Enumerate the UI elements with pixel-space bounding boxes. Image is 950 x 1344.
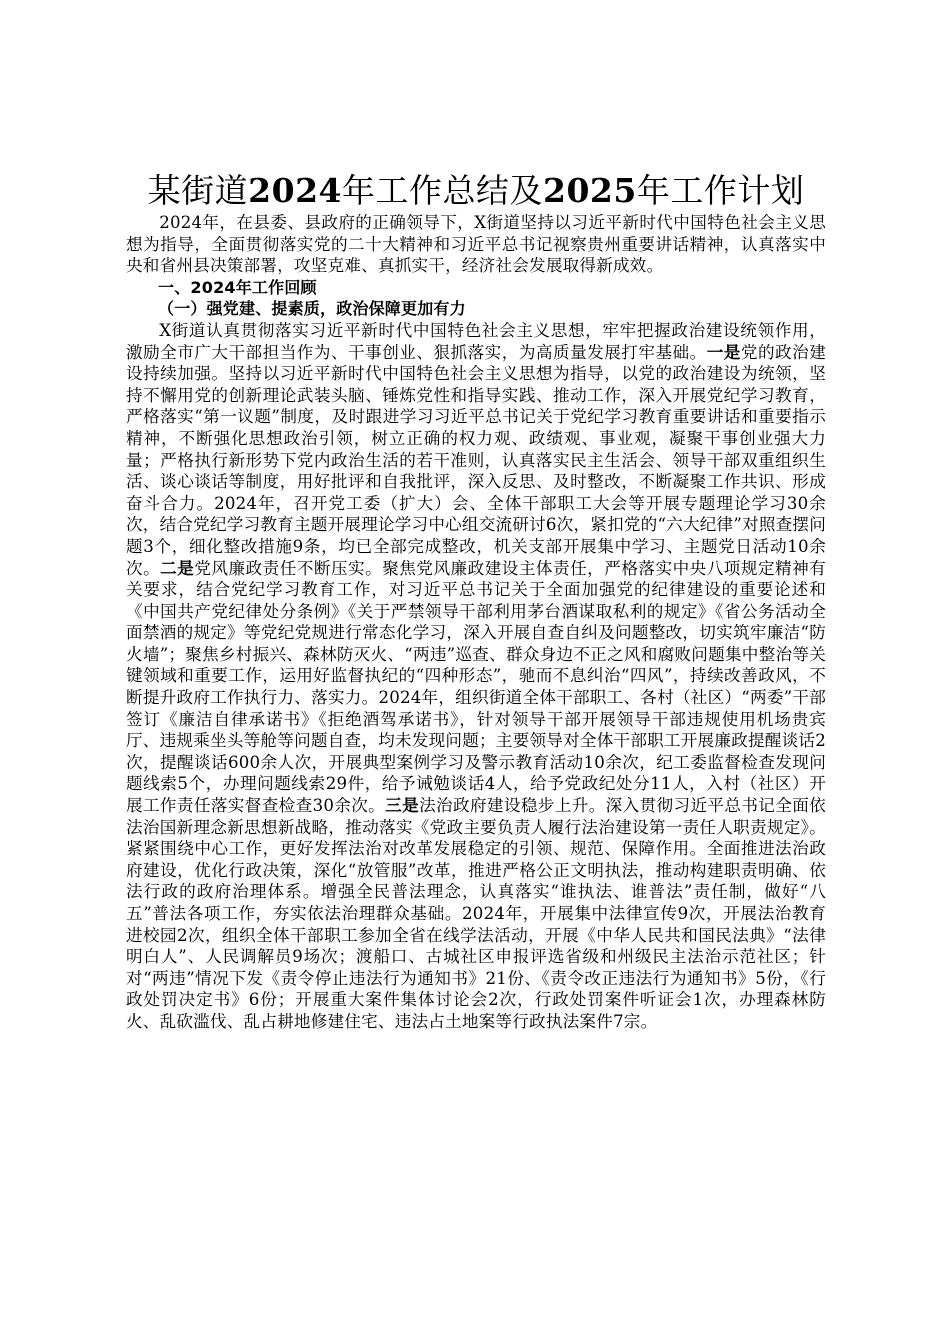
para-text-1: X街道认真贯彻落实习近平新时代中国特色社会主义思想，牢牢把握政治建设统领作用，激励全市广大干部担当作为、干事创业、狠抓落实，为高质量发展打牢基础。 [126,320,826,362]
document-title [126,170,826,212]
title-year-2: 2025 [543,171,637,210]
title-suffix: 年工作计划 [636,171,805,210]
title-mid: 年工作总结及 [342,171,543,210]
para-label-1: 一是 [706,341,741,362]
para-text-3: 党风廉政责任不断压实。聚焦党风廉政建设主体责任，严格落实中央八项规定精神有关要求，结合党纪学习教育工作，对习近平总书记关于全面加强党的纪律建设的重要论述和《中国共产党纪律处分条例》《关于严禁领导干部利用茅台酒谋取私利的规定》《省公务活动全面禁酒的规定》等党纪党规进行常态化学习，深入开展自查自纠及问题整改，切实筑牢廉洁“防火墙”；聚焦乡村振兴、森林防灭火、“两违”巡查、群众身边不正之风和腐败问题集中整治等关键领域和重要工作，运用好监督执纪的“四种形态”，驰而不息纠治“四风”，持续改善政风，不断提升政府工作执行力、落实力。2024年，组织街道全体干部职工、各村（社区）“两委”干部签订《廉洁自律承诺书》《拒绝酒驾承诺书》，针对领导干部开展领导干部违规使用机场贵宾厅、违规乘坐头等舱等问题自查，均未发现问题；主要领导对全体干部职工开展廉政提醒谈话2次，提醒谈话600余人次，开展典型案例学习及警示教育活动10余次，纪工委监督检查发现问题线索5个，办理问题线索29件，给予诫勉谈话4人，给予党政纪处分11人，入村（社区）开展工作责任落实督查检查30余次。 [126,558,827,816]
para-label-2: 二是 [160,557,195,578]
para-text-2: 党的政治建设持续加强。坚持以习近平新时代中国特色社会主义思想为指导，以党的政治建设为统领，坚持不懈用党的创新理论武装头脑、锤炼党性和指导实践、推动工作，深入开展党纪学习教育，严格落实“第一议题”制度，及时跟进学习习近平总书记关于党纪学习教育重要讲话和重要指示精神，不断强化思想政治引领，树立正确的权力观、政绩观、事业观，凝聚干事创业强大力量；严格执行新形势下党内政治生活的若干准则，认真落实民主生活会、领导干部双重组织生活、谈心谈话等制度，用好批评和自我批评，深入反思、及时整改，不断凝聚工作共识、形成奋斗合力。2024年，召开党工委（扩大）会、全体干部职工大会等开展专题理论学习30余次，结合党纪学习教育主题开展理论学习中心组交流研讨6次，紧扣党的“六大纪律”对照查摆问题3个，细化整改措施9条，均已全部完成整改，机关支部开展集中学习、主题党日活动10余次。 [126,342,827,578]
title-year-1: 2024 [248,171,342,210]
document-page [126,170,826,1033]
title-prefix: 某街道 [147,171,249,210]
intro-paragraph: 2024年，在县委、县政府的正确领导下，X街道坚持以习近平新时代中国特色社会主义思想为指导，全面贯彻落实党的二十大精神和习近平总书记视察贵州重要讲话精神，认真落实中央和省州县决策部署，攻坚克难、真抓实干，经济社会发展取得新成效。 [126,213,826,276]
para-text-4: 法治政府建设稳步上升。深入贯彻习近平总书记全面依法治国新理念新思想新战略，推动落实《党政主要负责人履行法治建设第一责任人职责规定》。紧紧围绕中心工作，更好发挥法治对改革发展稳定的引领、规范、保障作用。全面推进法治政府建设，优化行政决策，深化“放管服”改革，推进严格公正文明执法，推动构建职责明确、依法行政的政府治理体系。增强全民普法理念，认真落实“谁执法、谁普法”责任制，做好“八五”普法各项工作，夯实依法治理群众基础。2024年，开展集中法律宣传9次，开展法治教育进校园2次，组织全体干部职工参加全省在线学法活动，开展《中华人民共和国民法典》“法律明白人”、人民调解员9场次；渡船口、古城社区申报评选省级和州级民主法治示范社区；针对“两违”情况下发《责令停止违法行为通知书》21份、《责令改正违法行为通知书》5份，《行政处罚决定书》6份；开展重大案件集体讨论会2次，行政处罚案件听证会1次，办理森林防火、乱砍滥伐、乱占耕地修建住宅、违法占土地案等行政执法案件7宗。 [126,796,826,1031]
section-heading-1: 一、2024年工作回顾 [158,277,317,297]
subsection-heading-1: （一）强党建、提素质，政治保障更加有力 [158,299,466,319]
para-label-3: 三是 [385,795,420,816]
body-paragraph-1 [126,320,826,1033]
